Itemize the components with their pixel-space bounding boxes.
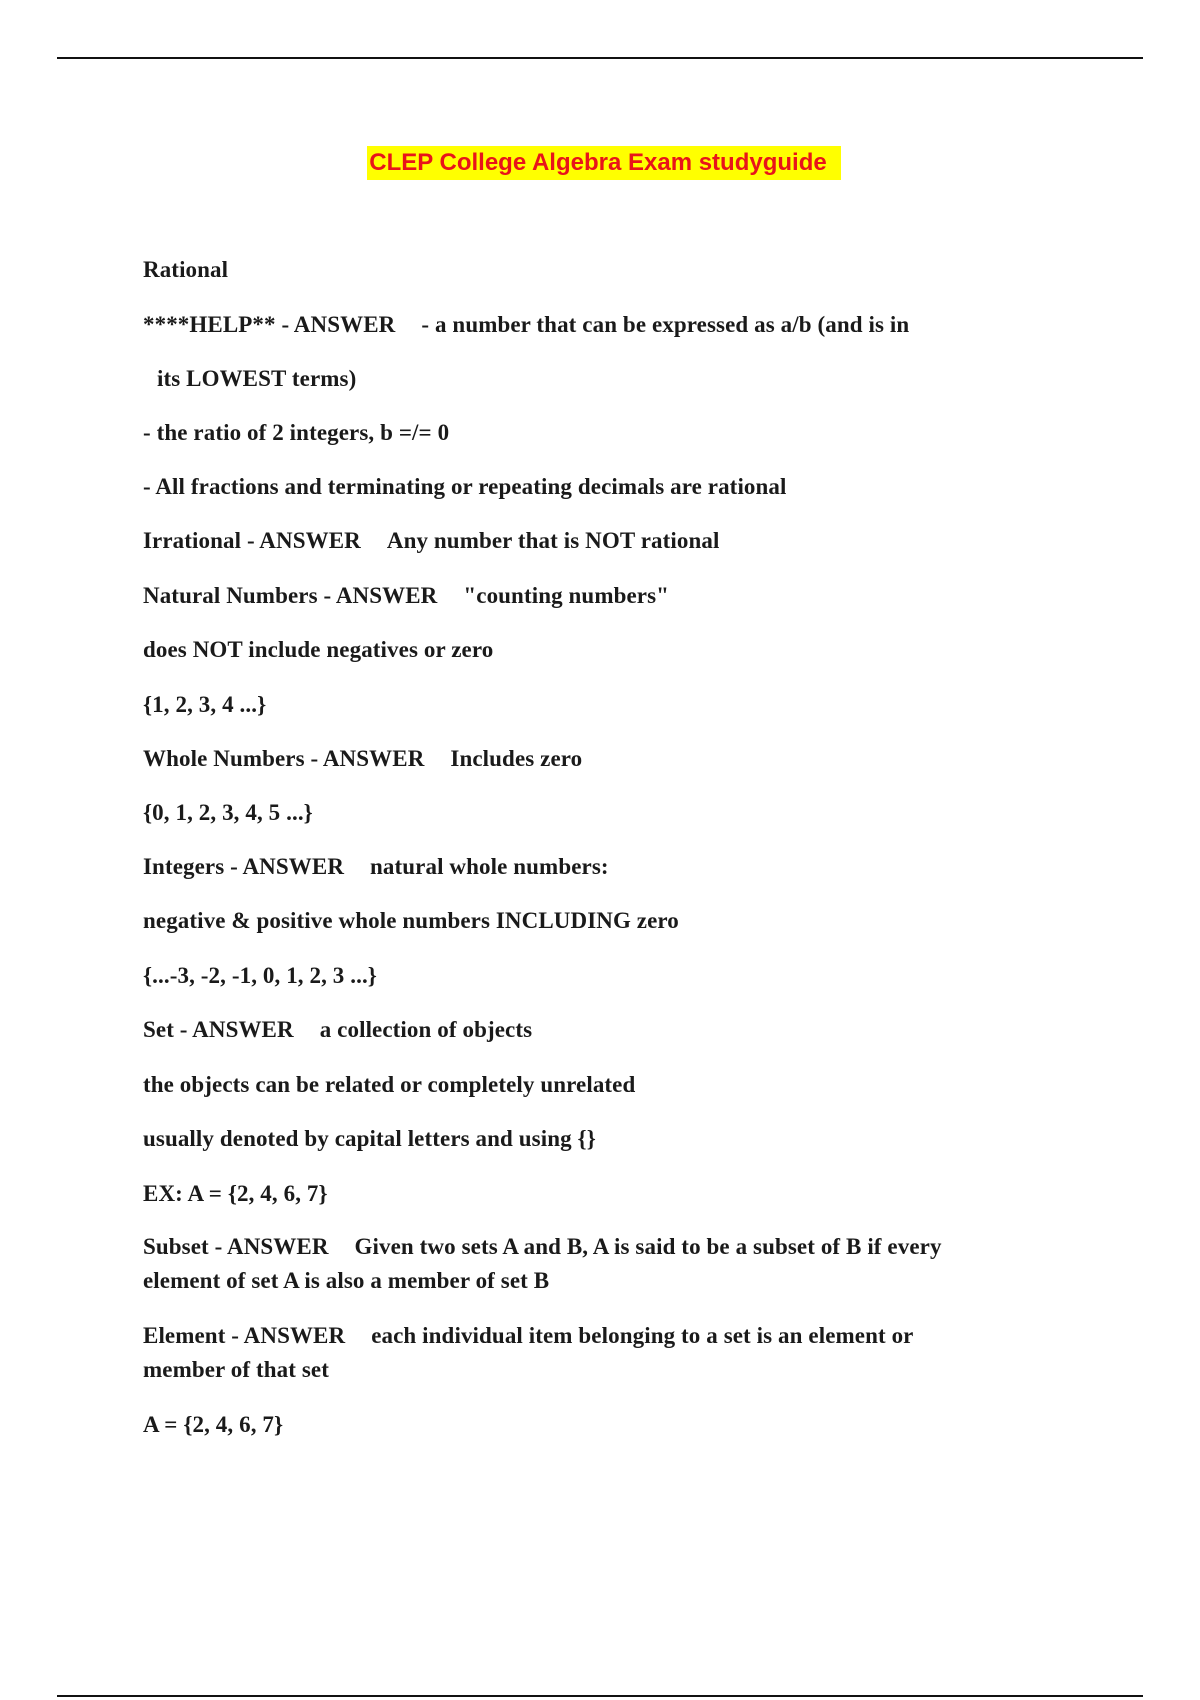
term-definition: Any number that is NOT rational	[386, 528, 720, 553]
line-element-cont: member of that set	[143, 1357, 329, 1382]
line-natural-note: does NOT include negatives or zero	[143, 637, 494, 662]
term-label: Integers - ANSWER	[143, 854, 345, 879]
top-rule	[57, 57, 1143, 59]
bottom-rule	[57, 1695, 1143, 1697]
line-rational-term: Rational	[143, 257, 229, 282]
term-definition: Includes zero	[450, 746, 583, 771]
line-whole	[143, 742, 582, 776]
title-container	[0, 146, 1200, 180]
term-definition: "counting numbers"	[463, 583, 670, 608]
line-set	[143, 1013, 532, 1047]
line-rational-answer	[143, 308, 909, 342]
line-subset-cont: element of set A is also a member of set B	[143, 1268, 550, 1293]
term-label: Set - ANSWER	[143, 1017, 294, 1042]
term-definition: Given two sets A and B, A is said to be a subset of B if every	[354, 1234, 942, 1259]
term-label: Element - ANSWER	[143, 1323, 346, 1348]
document-title: CLEP College Algebra Exam studyguide	[367, 146, 840, 180]
line-element	[143, 1319, 913, 1353]
term-label: Subset - ANSWER	[143, 1234, 329, 1259]
line-natural-set: {1, 2, 3, 4 ...}	[143, 692, 267, 717]
term-definition: natural whole numbers:	[370, 854, 609, 879]
line-rational-cont: its LOWEST terms)	[157, 366, 357, 391]
term-label: Natural Numbers - ANSWER	[143, 583, 438, 608]
term-label: ****HELP** - ANSWER	[143, 312, 396, 337]
line-rational-ratio: - the ratio of 2 integers, b =/= 0	[143, 420, 450, 445]
line-rational-fractions: - All fractions and terminating or repeating decimals are rational	[143, 474, 787, 499]
line-integers-note: negative & positive whole numbers INCLUDING zero	[143, 908, 679, 933]
term-definition: each individual item belonging to a set is an element or	[371, 1323, 914, 1348]
line-set-example: EX: A = {2, 4, 6, 7}	[143, 1181, 328, 1206]
line-set-note-2: usually denoted by capital letters and using {}	[143, 1126, 596, 1151]
term-label: Whole Numbers - ANSWER	[143, 746, 425, 771]
line-element-example: A = {2, 4, 6, 7}	[143, 1412, 284, 1437]
line-integers	[143, 850, 609, 884]
term-definition: - a number that can be expressed as a/b (and is in	[421, 312, 910, 337]
line-natural	[143, 579, 669, 613]
term-label: Irrational - ANSWER	[143, 528, 361, 553]
term-definition: a collection of objects	[319, 1017, 533, 1042]
line-integers-set: {...-3, -2, -1, 0, 1, 2, 3 ...}	[143, 963, 377, 988]
line-whole-set: {0, 1, 2, 3, 4, 5 ...}	[143, 800, 313, 825]
line-subset	[143, 1230, 942, 1264]
line-irrational	[143, 524, 719, 558]
line-set-note-1: the objects can be related or completely unrelated	[143, 1072, 636, 1097]
